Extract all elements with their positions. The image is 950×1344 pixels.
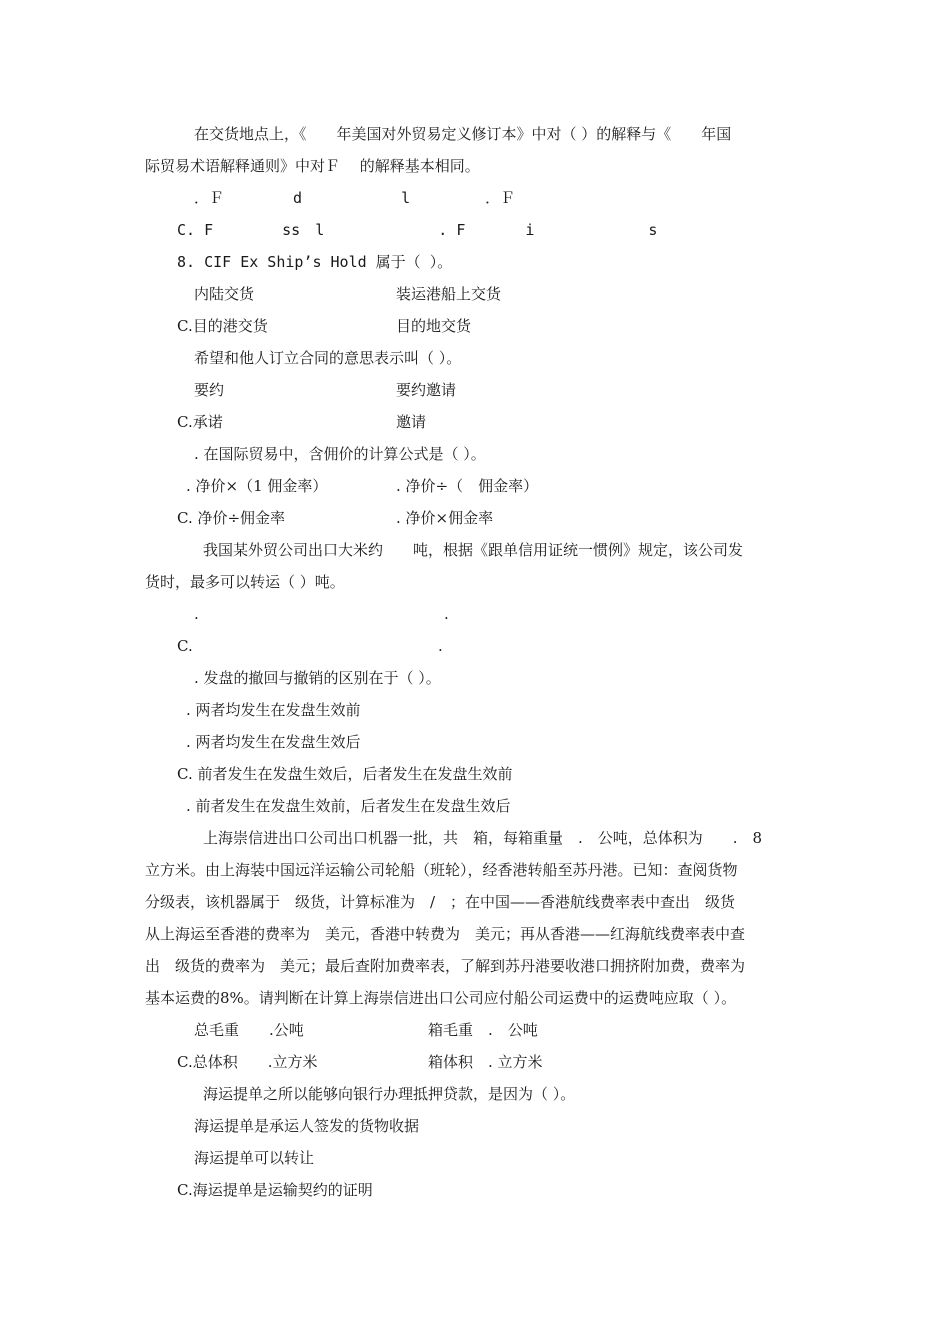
option-a: 总毛重 .公吨 [194,1021,304,1039]
option-c: C.总体积 .立方米 [177,1053,318,1071]
option-b: 要约邀请 [396,381,457,399]
option-b: . 净价÷（ 佣金率） [396,477,539,495]
question-text: 际贸易术语解释通则》中对Ｆ 的解释基本相同。 [145,157,480,175]
question-text: 希望和他人订立合同的意思表示叫（ ）。 [194,349,462,367]
option-a: 内陆交货 [194,285,255,303]
option-c: C.承诺 [177,413,223,431]
option-b: 箱毛重 . 公吨 [428,1021,538,1039]
option-c: C.海运提单是运输契约的证明 [177,1181,373,1199]
option-a: . 净价×（1 佣金率） [186,477,328,495]
option-b: . [444,605,449,623]
option-d: 箱体积 . 立方米 [428,1053,543,1071]
question-text: 从上海运至香港的费率为 美元，香港中转费为 美元；再从香港——红海航线费率表中查 [145,925,746,943]
question-text: 8. CIF Ex Ship’s Hold 属于（ ）。 [177,253,453,271]
option-c: C. [177,637,193,655]
question-text: 分级表，该机器属于 级货，计算标准为 / ；在中国——香港航线费率表中查出 级货 [145,893,736,911]
question-text: 立方米。由上海装中国远洋运输公司轮船（班轮），经香港转船至苏丹港。已知：查阅货物 [145,861,738,879]
option-line: C. F ss l . F i s [177,221,658,239]
question-text: . 在国际贸易中，含佣价的计算公式是（ ）。 [194,445,486,463]
option-a: 要约 [194,381,225,399]
option-d: . [438,637,443,655]
option-c: C. 前者发生在发盘生效后，后者发生在发盘生效前 [177,765,513,783]
question-text: 上海崇信进出口公司出口机器一批，共 箱，每箱重量 . 公吨，总体积为 . 8 [203,829,763,847]
option-line: ．Ｆ d l ．Ｆ [194,189,516,207]
option-b: 装运港船上交货 [396,285,502,303]
option-d: . 前者发生在发盘生效前，后者发生在发盘生效后 [186,797,511,815]
option-b: . 两者均发生在发盘生效后 [186,733,361,751]
option-b: 海运提单可以转让 [194,1149,315,1167]
option-d: . 净价×佣金率 [396,509,494,527]
option-d: 目的地交货 [396,317,472,335]
question-text: 出 级货的费率为 美元；最后查附加费率表，了解到苏丹港要收港口拥挤附加费，费率为 [145,957,746,975]
option-a: . 两者均发生在发盘生效前 [186,701,361,719]
question-text: 我国某外贸公司出口大米约 吨，根据《跟单信用证统一惯例》规定，该公司发 [203,541,744,559]
question-text: . 发盘的撤回与撤销的区别在于（ ）。 [194,669,441,687]
question-text: 货时，最多可以转运（ ）吨。 [145,573,345,591]
option-a: . [194,605,199,623]
option-d: 邀请 [396,413,427,431]
question-text: 基本运费的8%。请判断在计算上海崇信进出口公司应付船公司运费中的运费吨应取（ ）。 [145,989,737,1007]
option-a: 海运提单是承运人签发的货物收据 [194,1117,420,1135]
option-c: C. 净价÷佣金率 [177,509,286,527]
question-text: 海运提单之所以能够向银行办理抵押贷款，是因为（ ）。 [203,1085,576,1103]
option-c: C.目的港交货 [177,317,268,335]
question-text: 在交货地点上，《 年美国对外贸易定义修订本》中对（ ）的解释与《 年国 [194,125,732,143]
